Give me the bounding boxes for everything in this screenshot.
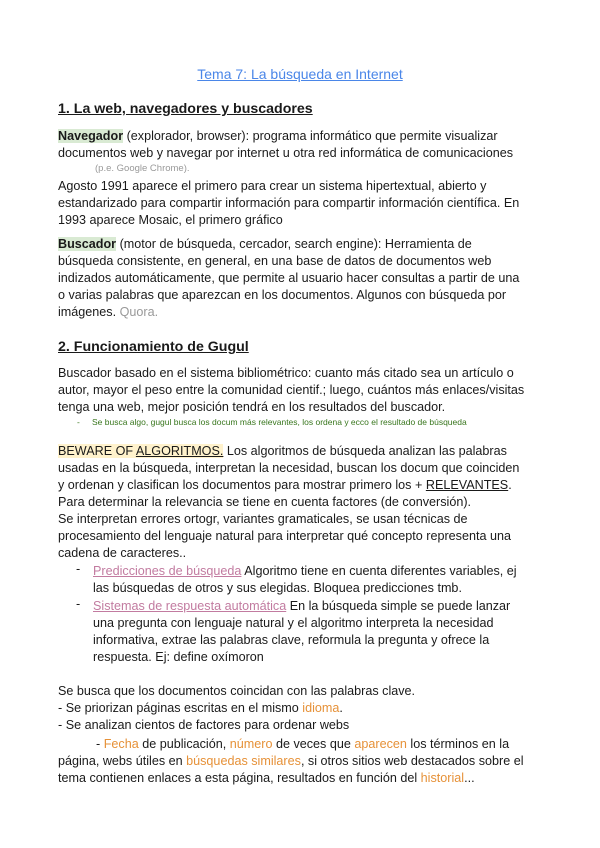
- bullet-dash-2: -: [76, 597, 81, 611]
- section1-heading: 1. La web, navegadores y buscadores: [58, 101, 313, 117]
- buscador-line-3: indizados automáticamente, que permite al usuario hacer consultas a partir de una: [58, 271, 520, 285]
- p1-line-2: autor, mayor el peso entre la comunidad cientif.; luego, cuántos más enlaces/visitas: [58, 383, 525, 397]
- idioma-label: idioma: [302, 701, 340, 715]
- bullet1-line-2: las búsquedas de otros y sus elegidas. Bloquea predicciones tmb.: [93, 581, 462, 595]
- sistemas-respuesta-link[interactable]: Sistemas de respuesta automática: [93, 599, 287, 613]
- buscador-term: Buscador: [58, 237, 117, 251]
- p2-line-5: Se interpretan errores ortogr, variantes gramaticales, se usan técnicas de: [58, 512, 468, 526]
- p3-line-3: - Se analizan cientos de factores para ordenar webs: [58, 718, 350, 732]
- aparecen-label: aparecen: [354, 737, 407, 751]
- beware-label: BEWARE OF: [58, 444, 136, 458]
- p3-line-2: - Se priorizan páginas escritas en el mismo idioma.: [58, 701, 343, 715]
- bullet1-line-1: Predicciones de búsqueda Algoritmo tiene en cuenta diferentes variables, ej: [93, 564, 517, 578]
- predicciones-link[interactable]: Predicciones de búsqueda: [93, 564, 242, 578]
- p2-line-1: BEWARE OF ALGORITMOS. Los algoritmos de búsqueda analizan las palabras: [58, 444, 507, 458]
- buscador-line-5: imágenes. Quora.: [58, 305, 159, 319]
- p3-line-5: página, webs útiles en búsquedas similares, si otros sitios web destacados sobre el: [58, 754, 524, 768]
- p3-line-1: Se busca que los documentos coincidan con las palabras clave.: [58, 684, 416, 698]
- p1-line-3: tenga una web, mejor posición tendrá en los resultados del buscador.: [58, 400, 446, 414]
- p2-line-2: usadas en la búsqueda, interpretan la necesidad, buscan los docum que coinciden: [58, 461, 520, 475]
- navegador-term: Navegador: [58, 129, 124, 143]
- section2-heading: 2. Funcionamiento de Gugul: [58, 339, 249, 355]
- p1-line-1: Buscador basado en el sistema bibliométrico: cuanto más citado sea un artículo o: [58, 366, 514, 380]
- bullet2-line-4: respuesta. Ej: define oxímoron: [93, 650, 264, 664]
- agosto-line-1: Agosto 1991 aparece el primero para crear un sistema hipertextual, abierto y: [58, 179, 487, 193]
- navegador-line-2: documentos web y navegar por internet u otra red informática de comunicaciones: [58, 146, 514, 160]
- p3-line-4: - Fecha de publicación, número de veces que aparecen los términos en la: [96, 737, 510, 751]
- bullet2-line-3: informativa, extrae las palabras clave, reformula la pregunta y ofrece la: [93, 633, 490, 647]
- navegador-line-1: Navegador (explorador, browser): programa informático que permite visualizar: [58, 129, 498, 143]
- agosto-line-3: 1993 aparece Mosaic, el primero gráfico: [58, 213, 283, 227]
- historial-label: historial: [420, 771, 465, 785]
- bullet-dash-1: -: [76, 562, 81, 576]
- green-note: Se busca algo, gugul busca los docum más relevantes, los ordena y ecco el resultado de búsqueda: [92, 417, 467, 427]
- p2-line-4: Para determinar la relevancia se tiene en cuenta factores (de conversión).: [58, 495, 472, 509]
- relevantes-label: RELEVANTES: [425, 478, 509, 492]
- buscador-line-1: Buscador (motor de búsqueda, cercador, search engine): Herramienta de: [58, 237, 472, 251]
- p2-line-3: y ordenan y clasifican los documentos para mostrar primero los + RELEVANTES.: [58, 478, 512, 492]
- p2-line-7: cadena de caracteres..: [58, 546, 187, 560]
- algoritmos-label: ALGORITMOS.: [135, 444, 224, 458]
- agosto-line-2: estandarizado para compartir información para compartir información científica. En: [58, 196, 520, 210]
- bullet2-line-2: una pregunta con lenguaje natural y el algoritmo interpreta la necesidad: [93, 616, 494, 630]
- buscador-line-2: búsqueda consistente, en general, en una base de datos de documentos web: [58, 254, 492, 268]
- quora-note: Quora.: [119, 305, 159, 319]
- p3-line-6: tema contienen enlaces a esta página, resultados en función del historial...: [58, 771, 475, 785]
- navegador-note: (p.e. Google Chrome).: [95, 163, 190, 174]
- p2-line-6: procesamiento del lenguaje natural para interpretar qué concepto representa una: [58, 529, 511, 543]
- numero-label: número: [229, 737, 273, 751]
- busquedas-similares-label: búsquedas similares: [186, 754, 301, 768]
- buscador-line-4: o varias palabras que aparezcan en los documentos. Algunos con búsqueda por: [58, 288, 507, 302]
- bullet2-line-1: Sistemas de respuesta automática En la búsqueda simple se puede lanzar: [93, 599, 511, 613]
- fecha-label: Fecha: [103, 737, 139, 751]
- document-title: Tema 7: La búsqueda en Internet: [197, 66, 403, 82]
- green-note-dash: -: [77, 417, 80, 427]
